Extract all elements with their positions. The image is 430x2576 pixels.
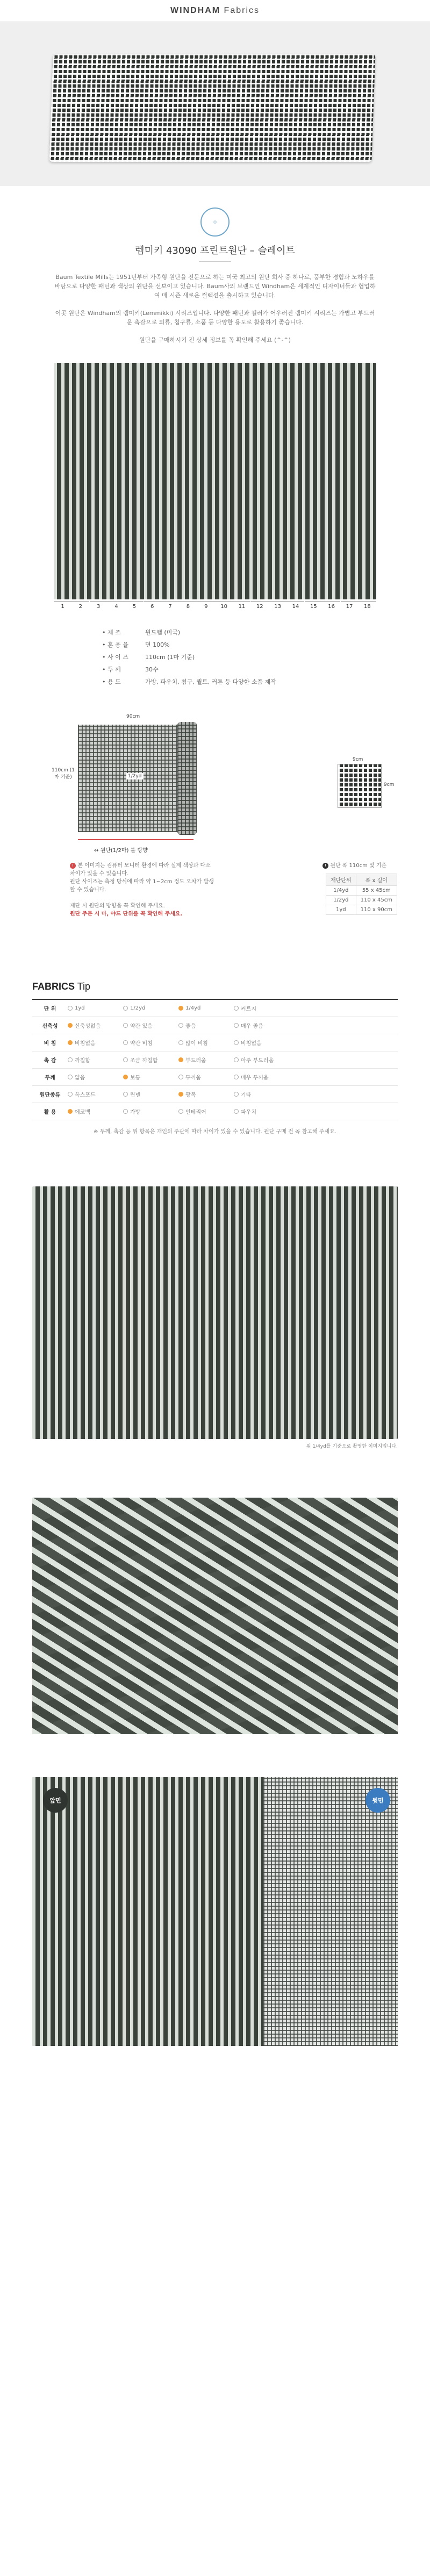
tip-key: 촉 감 — [44, 1058, 56, 1064]
radio-icon — [178, 1057, 183, 1062]
spec-list — [102, 626, 328, 688]
certification-logo-icon: ◎ — [200, 207, 230, 237]
tip-option — [178, 1021, 234, 1029]
ruler-tick-label: 7 — [161, 602, 179, 610]
tip-option — [234, 1073, 289, 1081]
tip-option — [123, 1021, 178, 1029]
width-label: 90cm — [126, 714, 140, 719]
tip-row — [32, 1034, 398, 1051]
tip-option-label: 두꺼움 — [185, 1075, 201, 1081]
tip-option — [68, 1090, 123, 1098]
tip-option — [68, 1039, 123, 1047]
size-table-head-cell: 폭 x 길이 — [356, 874, 397, 886]
radio-icon — [178, 1075, 183, 1079]
tip-option — [123, 1090, 178, 1098]
table-row — [326, 896, 397, 905]
ruler-tick-label: 3 — [90, 602, 108, 610]
ruler-tick-label: 2 — [71, 602, 89, 610]
ruler-tick-label: 11 — [233, 602, 250, 610]
table-row — [326, 905, 397, 915]
radio-icon — [123, 1075, 128, 1079]
tip-option-label: 까칠함 — [75, 1058, 90, 1064]
ruler-tick-label: 14 — [286, 602, 304, 610]
tip-row — [32, 1086, 398, 1103]
tip-option-label: 1yd — [75, 1005, 85, 1011]
tip-option — [68, 1056, 123, 1064]
product-title: 렘미키 43090 프린트원단 – 슬레이트 — [135, 245, 295, 256]
title-divider — [199, 261, 231, 262]
tip-key: 활 용 — [44, 1110, 56, 1115]
ruler-tick-label: 5 — [125, 602, 143, 610]
tip-option-label: 가방 — [130, 1110, 141, 1115]
table-row — [326, 886, 397, 896]
direction-note-text: 원단(1/2마) 롤 방향 — [100, 848, 148, 854]
spacer — [0, 1734, 430, 1777]
spec-key: • 제 조 — [102, 628, 145, 636]
tile-label: 1/2yd — [126, 773, 144, 779]
tip-option-label: 광목 — [185, 1092, 196, 1098]
fabric-swatch — [54, 363, 376, 599]
fabrics-tip-title — [32, 981, 430, 992]
tip-option — [178, 1073, 234, 1081]
tip-option-label: 에코백 — [75, 1110, 90, 1115]
tip-option — [234, 1021, 289, 1029]
tip-option — [123, 1107, 178, 1115]
tip-option — [178, 1039, 234, 1047]
radio-icon — [68, 1109, 73, 1114]
tip-row — [32, 1017, 398, 1034]
ruler-tick-label: 12 — [251, 602, 269, 610]
front-badge: 앞면 — [43, 1788, 68, 1813]
radio-icon — [123, 1023, 128, 1028]
tip-option — [234, 1056, 289, 1064]
note-line: 재단 시 원단의 방향을 꼭 확인해 주세요. — [70, 903, 165, 909]
tip-key: 단 위 — [44, 1006, 56, 1012]
size-table-header — [326, 874, 397, 886]
tip-note: ※ 두께, 촉감 등 위 항목은 개인의 주관에 따라 차이가 있을 수 있습니다. 원단 구매 전 꼭 참고해 주세요. — [94, 1129, 336, 1135]
tip-option — [123, 1005, 178, 1011]
description-paragraph: 이곳 원단은 Windham의 렘미키(Lemmikki) 시리즈입니다. 다양한 패턴과 컬러가 어우러진 렘미키 시리즈는 가볍고 부드러운 촉감으로 의류, 침구류, 소품 등 다양한 용도로 활용하기 좋습니다. — [55, 310, 375, 326]
tip-option — [178, 1005, 234, 1011]
tip-title-strong: FABRICS — [32, 981, 75, 992]
size-table-title: 원단 폭 110cm 및 기준 — [330, 863, 387, 869]
ruler-tick-label: 18 — [359, 602, 376, 610]
radio-icon — [123, 1006, 128, 1011]
spacer — [0, 1449, 430, 1498]
radio-icon — [178, 1092, 183, 1097]
note-line: 본 이미지는 컴퓨터 모니터 환경에 따라 실제 색상과 다소 차이가 있을 수 있습니다. — [70, 863, 211, 877]
description-paragraph: 원단을 구매하시기 전 상세 정보를 꼭 확인해 주세요 (^-^) — [139, 337, 291, 344]
note-line: 원단 사이즈는 측정 방식에 따라 약 1~2cm 정도 오차가 발생할 수 있습니다. — [70, 879, 214, 893]
tip-row — [32, 1069, 398, 1086]
tip-row — [32, 1051, 398, 1069]
front-back-photo — [32, 1777, 398, 2046]
tip-option — [178, 1107, 234, 1115]
notes-section — [0, 862, 430, 942]
tip-option-label: 많이 비침 — [185, 1041, 208, 1047]
tip-key: 비 침 — [44, 1041, 56, 1047]
spec-value: 윈드햄 (미국) — [145, 628, 181, 636]
info-icon: ! — [322, 863, 328, 869]
spacer — [0, 1136, 430, 1186]
radio-icon — [234, 1006, 239, 1011]
ruler-tick-label: 6 — [144, 602, 161, 610]
radio-icon — [123, 1057, 128, 1062]
ruler-tick-label: 17 — [341, 602, 359, 610]
radio-icon — [234, 1057, 239, 1062]
radio-icon — [234, 1109, 239, 1114]
fabric-photo — [49, 54, 376, 162]
radio-icon — [178, 1006, 183, 1011]
mini-width-label: 9cm — [353, 757, 363, 762]
spec-key: • 혼 용 율 — [102, 640, 145, 649]
spec-row — [102, 626, 328, 638]
tip-option-label: 1/4yd — [185, 1005, 201, 1011]
tip-option — [68, 1073, 123, 1081]
tip-option — [234, 1090, 289, 1098]
tip-option-label: 아주 부드러움 — [241, 1058, 274, 1064]
notes-block — [70, 862, 215, 918]
radio-icon — [68, 1057, 73, 1062]
radio-icon — [68, 1075, 73, 1079]
table-cell: 110 x 90cm — [356, 905, 397, 915]
tip-key: 원단종류 — [39, 1092, 61, 1098]
tip-option-label: 1/2yd — [130, 1005, 146, 1011]
tip-option-label: 비침없음 — [75, 1041, 96, 1047]
tip-option — [123, 1056, 178, 1064]
tip-key: 두께 — [45, 1075, 55, 1081]
tip-title-rest: Tip — [75, 981, 91, 992]
info-icon: ! — [70, 863, 76, 869]
tip-option — [178, 1090, 234, 1098]
spec-key: • 사 이 즈 — [102, 653, 145, 661]
tip-option — [123, 1039, 178, 1047]
radio-icon — [123, 1092, 128, 1097]
brand-strong: WINDHAM — [170, 6, 221, 15]
fabric-back-photo — [263, 1777, 398, 2046]
radio-icon — [123, 1040, 128, 1045]
tip-row — [32, 1103, 398, 1120]
fabric-closeup-photo — [32, 1186, 398, 1439]
tip-option — [68, 1107, 123, 1115]
photo-caption: 위 1/4yd를 기준으로 촬영한 이미지입니다. — [306, 1444, 398, 1449]
table-cell: 55 x 45cm — [356, 886, 397, 896]
certification-logo-wrap — [0, 186, 430, 237]
radio-icon — [68, 1006, 73, 1011]
height-label: 110cm (1마 기준) — [52, 768, 75, 780]
mini-swatch — [338, 764, 382, 808]
tip-option — [68, 1005, 123, 1011]
hero-photo — [0, 22, 430, 186]
tip-option — [68, 1021, 123, 1029]
tip-option-label: 얇음 — [75, 1075, 85, 1081]
fabric-front-photo — [32, 1777, 263, 2046]
spec-value: 가방, 파우치, 침구, 퀼트, 커튼 등 다양한 소품 제작 — [145, 678, 276, 685]
radio-icon — [234, 1092, 239, 1097]
brand-header — [0, 0, 430, 22]
radio-icon — [178, 1040, 183, 1045]
tip-option-label: 비침없음 — [241, 1041, 262, 1047]
tip-option — [123, 1073, 178, 1081]
radio-icon — [123, 1109, 128, 1114]
back-badge: 뒷면 — [366, 1788, 390, 1813]
fabrics-tip-table — [32, 999, 398, 1120]
tip-option-label: 보통 — [130, 1075, 141, 1081]
brand-rest: Fabrics — [220, 6, 260, 15]
ruler-tick-label: 13 — [269, 602, 286, 610]
tip-option — [234, 1107, 289, 1115]
tip-option-label: 옥스포드 — [75, 1092, 96, 1098]
ruler-tick-label: 1 — [54, 602, 71, 610]
ruler-tick-label: 9 — [197, 602, 215, 610]
direction-line — [78, 839, 194, 840]
ruler-tick-label: 16 — [322, 602, 340, 610]
fabric-roll-illustration — [177, 722, 197, 835]
radio-icon — [234, 1040, 239, 1045]
radio-icon — [234, 1075, 239, 1079]
radio-icon — [178, 1109, 183, 1114]
tip-option-label: 매우 좋음 — [241, 1024, 263, 1029]
size-diagram — [0, 700, 430, 862]
tip-option-label: 기타 — [241, 1092, 252, 1098]
product-description — [54, 273, 376, 345]
ruler-tick-label: 10 — [215, 602, 233, 610]
spec-key: • 두 께 — [102, 665, 145, 674]
radio-icon — [234, 1023, 239, 1028]
brand-logo-text — [170, 6, 260, 16]
tip-option-label: 매우 두꺼움 — [241, 1075, 269, 1081]
spacer — [0, 2046, 430, 2078]
tip-option-label: 인테리어 — [185, 1110, 206, 1115]
tip-option-label: 커트지 — [241, 1006, 256, 1012]
spec-row — [102, 650, 328, 663]
tip-row — [32, 1000, 398, 1017]
radio-icon — [68, 1023, 73, 1028]
tip-option-label: 조금 까칠함 — [130, 1058, 158, 1064]
direction-note: ↔ 원단(1/2마) 롤 방향 — [94, 848, 148, 854]
radio-icon — [68, 1092, 73, 1097]
tip-option-label: 좋음 — [185, 1024, 196, 1029]
fabric-macro-photo — [32, 1498, 398, 1734]
tip-option — [234, 1004, 289, 1012]
size-table-head-cell: 재단단위 — [326, 874, 356, 886]
table-cell: 1/2yd — [326, 896, 356, 905]
description-paragraph: Baum Textile Mills는 1951년부터 가족형 원단을 전문으로 하는 미국 최고의 원단 회사 중 하나로, 풍부한 경험과 노하우를 바탕으로 다양한 패턴과 색상의 원단을 선보이고 있습니다. Baum사의 브랜드인 Windham은 세계적인 디자이너들과 협업하여 매 시즌 새로운 컬렉션을 출시하고 있습니다. — [54, 274, 376, 299]
spec-value: 면 100% — [145, 641, 170, 648]
size-table-title-row — [322, 862, 386, 870]
tip-option-label: 파우치 — [241, 1110, 256, 1115]
tip-option — [234, 1039, 289, 1047]
tip-option-label: 약간 있음 — [130, 1024, 153, 1029]
tip-option-label: 린넨 — [130, 1092, 141, 1098]
mini-height-label: 9cm — [384, 782, 395, 788]
ruler-tick-label: 8 — [179, 602, 197, 610]
measurement-ruler — [54, 602, 376, 610]
ruler-tick-label: 15 — [305, 602, 322, 610]
table-cell: 1yd — [326, 905, 356, 915]
table-cell: 110 x 45cm — [356, 896, 397, 905]
spec-row — [102, 638, 328, 650]
radio-icon — [68, 1040, 73, 1045]
note-line-red: 원단 주문 시 마, 야드 단위를 꼭 확인해 주세요. — [70, 911, 183, 917]
size-table — [326, 874, 397, 915]
spec-value: 110cm (1마 기준) — [145, 653, 195, 661]
spec-row — [102, 663, 328, 675]
tip-option-label: 신축성없음 — [75, 1024, 101, 1029]
table-cell: 1/4yd — [326, 886, 356, 896]
tip-key: 신축성 — [42, 1024, 58, 1029]
radio-icon — [178, 1023, 183, 1028]
tip-option-label: 약간 비침 — [130, 1041, 153, 1047]
tip-option-label: 부드러움 — [185, 1058, 206, 1064]
spec-value: 30수 — [145, 666, 159, 673]
tip-option — [178, 1056, 234, 1064]
ruler-tick-label: 4 — [108, 602, 125, 610]
spec-row — [102, 675, 328, 688]
spec-key: • 용 도 — [102, 677, 145, 686]
